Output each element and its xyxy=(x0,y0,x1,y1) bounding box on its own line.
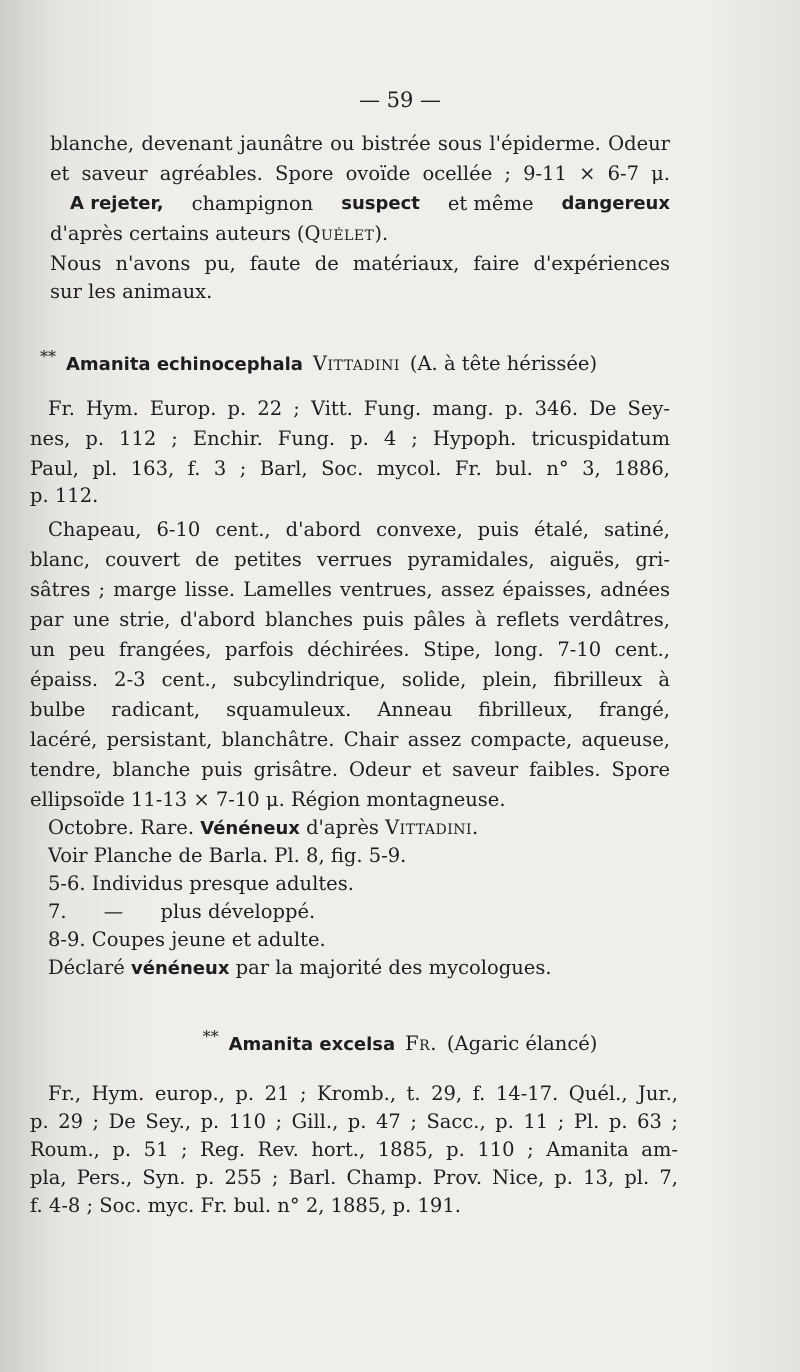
text-line xyxy=(70,190,670,218)
species-author: Vittadini xyxy=(312,352,400,375)
description-line: épaiss. 2-3 cent., subcylindrique, solide, plein, fibrilleux à xyxy=(30,668,670,691)
warning-reject: A rejeter, xyxy=(70,193,164,214)
text-line: sur les animaux. xyxy=(50,280,213,303)
reference-line: p. 29 ; De Sey., p. 110 ; Gill., p. 47 ; Sacc., p. 11 ; Pl. p. 63 ; xyxy=(30,1110,678,1133)
figure-caption: 8-9. Coupes jeune et adulte. xyxy=(48,928,326,951)
figure-caption: 7. — plus développé. xyxy=(48,900,316,923)
author-name: Quélet xyxy=(304,222,375,245)
description-line: tendre, blanche puis grisâtre. Odeur et saveur faibles. Spore xyxy=(30,758,670,781)
description-line: bulbe radicant, squamuleux. Anneau fibrilleux, frangé, xyxy=(30,698,670,721)
reference-line: Fr., Hym. europ., p. 21 ; Kromb., t. 29, f. 14-17. Quél., Jur., xyxy=(48,1082,678,1105)
warning-suspect: suspect xyxy=(341,193,420,214)
text-line: Nous n'avons pu, faute de matériaux, faire d'expériences xyxy=(50,252,670,275)
species-common-name: (A. à tête hérissée) xyxy=(409,352,598,375)
reference-line: Fr. Hym. Europ. p. 22 ; Vitt. Fung. mang. p. 346. De Sey- xyxy=(48,397,670,420)
text-line: blanche, devenant jaunâtre ou bistrée sous l'épiderme. Odeur xyxy=(50,132,670,155)
text-span: par la majorité des mycologues. xyxy=(229,956,552,979)
description-line: par une strie, d'abord blanches puis pâles à reflets verdâtres, xyxy=(30,608,670,631)
reference-line: nes, p. 112 ; Enchir. Fung. p. 4 ; Hypoph. tricuspidatum xyxy=(30,427,670,450)
toxicity-label: vénéneux xyxy=(131,958,230,979)
text-line: et saveur agréables. Spore ovoïde ocellée ; 9-11 × 6-7 μ. xyxy=(50,162,670,185)
species-name: Amanita excelsa xyxy=(228,1034,396,1055)
text-span: . xyxy=(472,816,479,839)
reference-line: Paul, pl. 163, f. 3 ; Barl, Soc. mycol. Fr. bul. n° 3, 1886, xyxy=(30,457,670,480)
description-line: Chapeau, 6-10 cent., d'abord convexe, puis étalé, satiné, xyxy=(48,518,670,541)
author-name: Vittadini xyxy=(385,816,473,839)
species-name: Amanita echinocephala xyxy=(66,354,303,375)
species-author: Fr. xyxy=(405,1032,437,1055)
reference-line: p. 112. xyxy=(30,484,99,507)
reference-line: pla, Pers., Syn. p. 255 ; Barl. Champ. Prov. Nice, p. 13, pl. 7, xyxy=(30,1166,678,1189)
stars-mark: ** xyxy=(202,1027,219,1046)
text-span: Déclaré xyxy=(48,956,132,979)
text-span: d'après certains auteurs ( xyxy=(50,222,305,245)
text-span: d'après xyxy=(299,816,386,839)
reference-line: f. 4-8 ; Soc. myc. Fr. bul. n° 2, 1885, p. 191. xyxy=(30,1194,461,1217)
toxicity-label: Vénéneux xyxy=(200,818,300,839)
stars-mark: ** xyxy=(40,347,56,366)
description-line: ellipsoïde 11-13 × 7-10 μ. Région montagneuse. xyxy=(30,788,506,811)
description-line: sâtres ; marge lisse. Lamelles ventrues, assez épaisses, adnées xyxy=(30,578,670,601)
description-line: blanc, couvert de petites verrues pyramidales, aiguës, gri- xyxy=(30,548,670,571)
text-span: Octobre. Rare. xyxy=(48,816,201,839)
species-heading xyxy=(40,347,680,379)
species-common-name: (Agaric élancé) xyxy=(446,1032,598,1055)
text-line xyxy=(50,220,670,248)
description-line: un peu frangées, parfois déchirées. Stipe, long. 7-10 cent., xyxy=(30,638,670,661)
plate-reference: Voir Planche de Barla. Pl. 8, fig. 5-9. xyxy=(48,844,407,867)
text-span: champignon xyxy=(191,192,314,215)
reference-line: Roum., p. 51 ; Reg. Rev. hort., 1885, p. 110 ; Amanita am- xyxy=(30,1138,678,1161)
text-line xyxy=(48,814,670,843)
warning-dangerous: dangereux xyxy=(561,193,670,214)
description-line: lacéré, persistant, blanchâtre. Chair assez compacte, aqueuse, xyxy=(30,728,670,751)
text-line xyxy=(48,954,670,983)
page-number: — 59 — xyxy=(358,88,442,112)
figure-caption: 5-6. Individus presque adultes. xyxy=(48,872,354,895)
species-heading xyxy=(0,1027,800,1059)
text-span: et même xyxy=(447,192,534,215)
text-span: ). xyxy=(374,222,389,245)
